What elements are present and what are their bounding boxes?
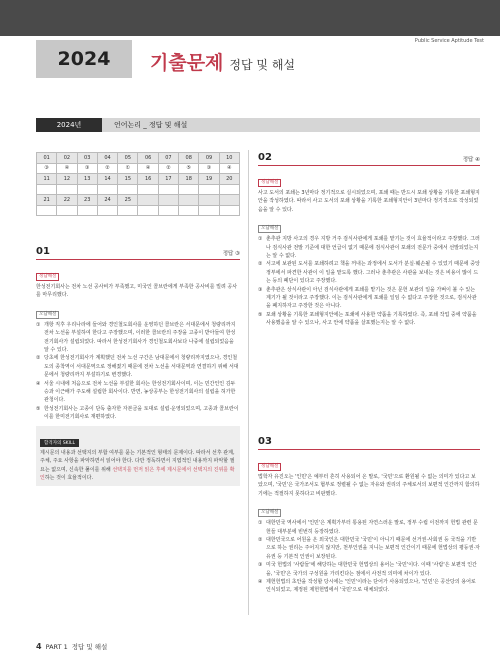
grid-cell: 01	[37, 153, 57, 164]
grid-cell: 06	[138, 153, 158, 164]
q03-item: ② 대한민국으로 어원을 온 외국인은 대한민국 '국민'이 아니기 때문에 선거권·사회권 등 국적을 기반으로 하는 권리는 주어지지 않지만, 천부인권을 지니는 보편적 인간이기 때문에 헌법상의 평등권·자유권 등 기본적 인권이 보장된다.	[258, 537, 480, 560]
grid-cell: 25	[118, 195, 138, 206]
q02-tag-wrong: 오답해설	[258, 225, 281, 233]
footer-part: PART 1	[45, 643, 68, 651]
q01-body	[36, 262, 240, 486]
q01-tag-correct: 정답해설	[36, 273, 59, 281]
q02-item: ② 서고에 보관된 도서를 포쇄하려고 책을 꺼내는 과정에서 도서가 분실·훼손될 수 있었기 때문에 중앙 정부에서 파견한 사관이 이 일을 맡도록 했다. 그러나 춘추관은 사관을 보내는 것은 비용이 많이 드는 등의 폐단이 있다고 주장했다.	[258, 261, 480, 285]
answer-grid-ans-row	[37, 184, 240, 195]
grid-cell	[57, 184, 77, 195]
q02-item: ⑤ 포쇄 상황을 기록한 포쇄형지안에는 포쇄에 사용한 약품을 기록하였다. 즉, 포쇄 작업 중에 약품을 사용했음을 알 수 있으나, 사고 안에 약품을 살포했는지는 알 수 없다.	[258, 311, 477, 327]
q02-tag-correct: 정답해설	[258, 179, 281, 187]
grid-cell: 11	[37, 174, 57, 185]
grid-cell: 03	[77, 153, 97, 164]
page-footer	[36, 642, 107, 651]
grid-cell: 09	[199, 153, 219, 164]
grid-cell: 12	[57, 174, 77, 185]
grid-cell: 08	[179, 153, 199, 164]
grid-cell	[37, 184, 57, 195]
grid-cell	[57, 205, 77, 216]
q02-answer: 정답 ④	[462, 157, 480, 163]
grid-cell: 15	[118, 174, 138, 185]
grid-cell: ④	[57, 163, 77, 174]
answer-grid-num-row	[37, 195, 240, 206]
grid-cell	[179, 184, 199, 195]
grid-cell: 23	[77, 195, 97, 206]
grid-cell: 22	[57, 195, 77, 206]
grid-cell: 24	[97, 195, 117, 206]
q02-explanation: 사고 도서의 포쇄는 3년마다 정기적으로 실시되었으며, 포쇄 때는 반드시 포쇄 상황을 기록한 포쇄형지안을 작성하였다. 따라서 사고 도서의 포쇄 상황을 기록한 포쇄형지안이 3년마다 정기적으로 작성되었음을 알 수 있다.	[258, 190, 480, 213]
grid-cell: 05	[118, 153, 138, 164]
grid-cell: ①	[118, 163, 138, 174]
grid-cell: 02	[57, 153, 77, 164]
answer-grid-ans-row	[37, 163, 240, 174]
q03-item: ① 대한민국 역사에서 '인민'은 계획가부터 통용된 자연스러운 말로, 정부 수립 이전까지 헌법 관련 문헌들 대부분에 빈번히 등장하였다.	[258, 520, 478, 535]
q03-tag-wrong: 오답해설	[258, 509, 281, 517]
grid-cell: ④	[138, 163, 158, 174]
q01-item: ② 당초에 한성전기회사가 계획했던 전차 노선 구간은 남대문에서 청량리까지였으나, 경인철도의 종착역이 서대문역으로 정해졌기 때문에 전차 노선을 서대문역과 연결하기 위해 서대문에서 청량리까지 부설하기로 변경했다.	[36, 355, 239, 379]
grid-cell	[97, 184, 117, 195]
answer-grid-num-row	[37, 174, 240, 185]
grid-cell	[199, 184, 219, 195]
grid-cell: 20	[219, 174, 239, 185]
q02-body	[258, 168, 480, 328]
grid-cell	[77, 184, 97, 195]
grid-cell: 14	[97, 174, 117, 185]
title-sub: 정답 및 해설	[229, 58, 296, 72]
answer-grid-num-row	[37, 153, 240, 164]
q03-header	[258, 436, 480, 450]
column-divider	[248, 150, 249, 615]
q03-item: ③ 미국 헌법의 '사람들'에 해당하는 대한민국 헌법상의 용어는 '국민'이다. 이때 '사람'은 보편적 인간을, '국민'은 국가의 구성원을 가리킨다는 점에서 사전적 의미에 차이가 있다.	[258, 562, 477, 577]
q01-explanation: 한성전기회사는 전차 노선 공사비가 부족했고, 미국인 콜브란에게 부족한 공사비를 빌려 공사를 마무리했다.	[36, 284, 238, 299]
grid-cell	[37, 205, 57, 216]
year-text: 2024	[57, 48, 111, 70]
section-year: 2024년	[36, 118, 102, 132]
grid-cell: 07	[158, 153, 178, 164]
q03-tag-correct: 정답해설	[258, 463, 281, 471]
grid-cell: ⑤	[179, 163, 199, 174]
section-bar	[36, 118, 480, 132]
grid-cell	[118, 184, 138, 195]
grid-cell: ③	[77, 163, 97, 174]
grid-cell: ④	[219, 163, 239, 174]
skill-heading: 합격자의 SKILL	[40, 439, 79, 447]
grid-cell	[97, 205, 117, 216]
grid-cell: 18	[179, 174, 199, 185]
skill-text: 제시문의 내용과 선택지의 부합 여부를 묻는 기본적인 형태의 문제이다. 따라서 선후 관계, 주체, 주요 사항을 파악하면서 읽어야 한다. 다만 정독하면서 지엽적인 내용까지 파악할 필요는 없으며, 신속한 풀이를 위해 선택지를 먼저 읽은 후에 제시문에서 선택지의 진위를 확인하는 것이 효율적이다.	[40, 449, 235, 481]
grid-cell	[77, 205, 97, 216]
q02-item: ③ 춘추관은 상식사관이 아닌 검식사관에게 포쇄를 맡기는 것은 문헌 보관의 일을 가벼이 볼 수 있는 계기가 될 것이라고 주장했다. 이는 검식사관에게 포쇄를 일임 수 없다고 주장한 것으로, 검식사관을 폐지하자고 주장한 것은 아니다.	[258, 286, 477, 310]
q01-number: 01	[36, 246, 50, 257]
grid-cell: 16	[138, 174, 158, 185]
grid-cell: 04	[97, 153, 117, 164]
grid-cell: 10	[219, 153, 239, 164]
grid-cell: ②	[158, 163, 178, 174]
title-main: 기출문제	[150, 52, 224, 74]
grid-cell: 21	[37, 195, 57, 206]
skill-box	[36, 426, 240, 487]
q03-number: 03	[258, 436, 272, 447]
q01-answer: 정답 ③	[222, 251, 240, 257]
page-title	[150, 48, 295, 75]
q02-number: 02	[258, 152, 272, 163]
q03-body	[258, 452, 480, 595]
grid-cell: 19	[199, 174, 219, 185]
grid-cell: 17	[158, 174, 178, 185]
section-title: 언어논리 _ 정답 및 해설	[102, 118, 480, 132]
q01-header	[36, 246, 240, 260]
grid-cell	[138, 184, 158, 195]
grid-cell: ③	[199, 163, 219, 174]
grid-cell: 13	[77, 174, 97, 185]
grid-cell	[158, 184, 178, 195]
grid-cell	[219, 184, 239, 195]
footer-label: 정답 및 해설	[71, 643, 108, 651]
grid-cell: ②	[97, 163, 117, 174]
series-label: Public Service Aptitude Test	[414, 38, 484, 44]
year-badge	[36, 40, 132, 78]
grid-cell	[118, 205, 138, 216]
q01-item: ⑤ 한성전기회사는 고종이 단독 출자한 자본금을 토대로 설립·운영되었으며, 고종과 콜브란이 이를 한미전기회사로 재편하였다.	[36, 405, 239, 421]
page-number: 4	[36, 642, 42, 651]
q03-item: ④ 제헌헌법의 초안을 작성할 당시에는 '인민'이라는 단어가 사용되었으나, '인민'은 공산당의 용어로 인식되었고, 제정된 제헌헌법에서 '국민'으로 대체되었다.	[258, 579, 476, 594]
answer-grid-ans-row	[37, 205, 240, 216]
q01-tag-wrong: 오답해설	[36, 311, 59, 319]
q01-item: ④ 서울 시내에 처음으로 전차 노선을 부설한 회사는 한성전기회사이며, 이는 민간인인 김두승과 이근배가 주도해 설립한 회사이다. 반면, 농상공부는 한성전기회사의 설립을 허가한 관청이다.	[36, 380, 236, 404]
top-header-bar	[0, 0, 500, 36]
grid-cell: ③	[37, 163, 57, 174]
q03-explanation: 법학자 유진오는 '인민'은 예부터 흔히 사용되어 온 말로, '국민'으로 환원될 수 없는 의미가 있다고 보았으며, '국민'은 국가조서도 협부로 정렬될 수 없는 자유와 권리의 주체로서의 보편적 인간까지 함의하기에는 적절하지 못하다고 비판했다.	[258, 474, 480, 497]
answer-grid	[36, 152, 240, 216]
q01-item: ① 개항 직후 우리나라에 들어와 경인철도회사를 운영하던 콜브란은 서대문에서 청량리까지 전차 노선을 부설하여 한다고 주장했으며, 이러한 콜브란의 주장을 고종이 받아들여 한성전기회사가 설립되었다. 따라서 한성전기회사가 경인철도회사보다 나중에 설립되었음을 알 수 있다.	[36, 321, 236, 354]
q02-item: ① 춘추관 지방 사고의 경우 지방 거주 검식사관에게 포쇄를 맡기는 것이 효율적이라고 주장했다. 그러나 검식사관 전발 기준에 대한 언급이 없기 때문에 검식사관이 포쇄의 전문가 중에서 선발되었는지는 알 수 없다.	[258, 236, 480, 260]
q02-header	[258, 152, 480, 166]
